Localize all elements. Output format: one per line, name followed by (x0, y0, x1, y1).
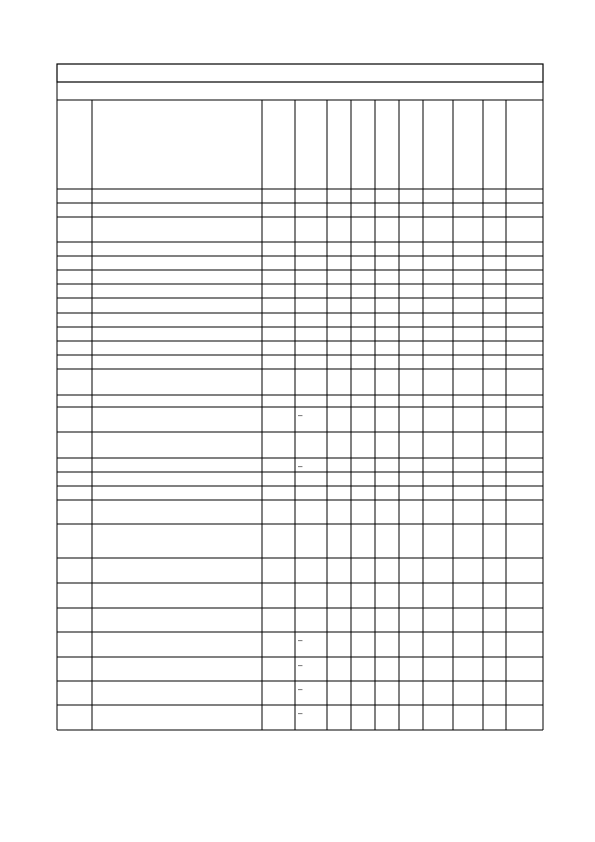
table-grid-lines (57, 82, 543, 730)
cell-dash-mark: – (298, 709, 303, 718)
cell-dash-mark: – (298, 636, 303, 645)
form-title-row (57, 64, 543, 82)
cell-dash-mark: – (298, 462, 303, 471)
cell-dash-mark: – (298, 685, 303, 694)
cell-dash-mark: – (298, 661, 303, 670)
cell-dash-mark: – (298, 411, 303, 420)
table-cell-marks (298, 411, 303, 718)
